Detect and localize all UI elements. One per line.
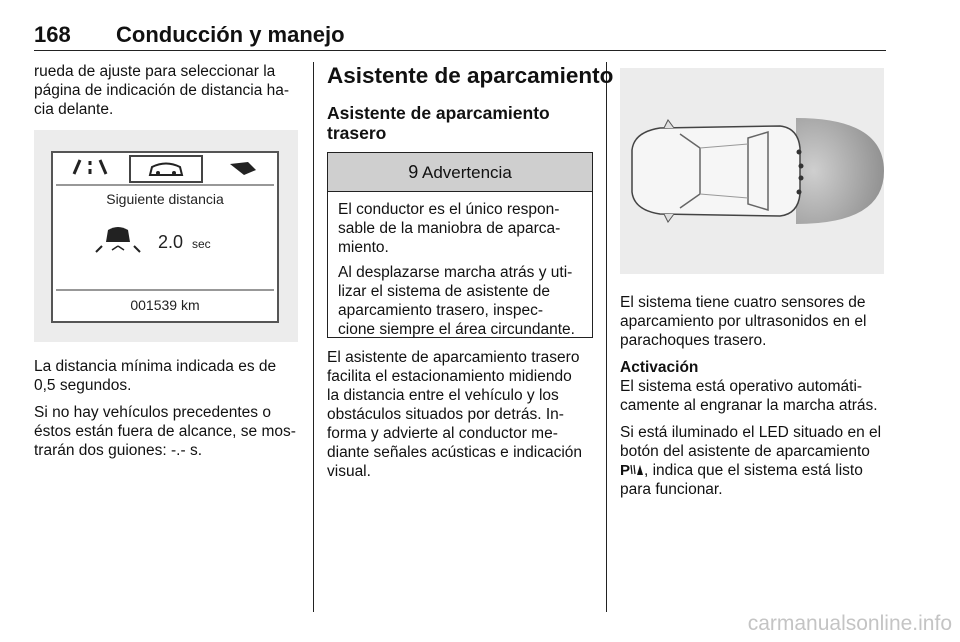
running-title: Conducción y manejo xyxy=(116,22,345,47)
car-top-view-figure xyxy=(620,68,884,274)
rear-sensor-illustration xyxy=(620,68,884,274)
warning-triangle-icon: 9 xyxy=(408,162,419,182)
activation-heading: Activación xyxy=(620,359,699,376)
warning-body xyxy=(328,192,592,339)
column-1 xyxy=(34,62,302,127)
car-top-view-icon xyxy=(632,120,800,222)
instrument-display-illustration xyxy=(34,130,298,342)
intro-paragraph: rueda de ajuste para seleccionar la página de indicación de distancia ha- cia delante. xyxy=(34,63,290,118)
parking-assist-icon xyxy=(620,462,644,477)
page-header xyxy=(34,22,886,51)
instrument-display-figure xyxy=(34,130,298,342)
parking-assist-description: El asistente de aparcamiento trasero facilita el estacionamiento midiendo la distancia entre el vehículo y los obstáculos situados por detrás. In- forma y advierte al conductor me- diante señales acústicas e indicación visual. xyxy=(327,349,583,480)
no-vehicle-paragraph: Si no hay vehículos precedentes o éstos están fuera de alcance, se mos- trarán dos guiones: -.- s. xyxy=(34,404,296,459)
svg-text:P: P xyxy=(620,462,631,477)
sensor-detection-zone xyxy=(796,118,884,224)
selected-car-tab xyxy=(130,156,202,182)
column-2-body xyxy=(327,348,595,489)
led-paragraph-end: , indica que el sistema está listo para funcionar. xyxy=(620,462,863,498)
distance-value: 2.0 xyxy=(158,232,184,252)
distance-unit: sec xyxy=(192,237,211,251)
odometer-reading: 001539 km xyxy=(130,297,200,313)
section-heading: Asistente de aparcamiento xyxy=(327,63,614,88)
section-subheading: Asistente de aparcamiento trasero xyxy=(327,103,550,143)
column-3-body xyxy=(620,293,888,507)
display-label: Siguiente distancia xyxy=(106,191,224,207)
sensors-paragraph: El sistema tiene cuatro sensores de aparcamiento por ultrasonidos en el parachoques trasero. xyxy=(620,294,867,349)
column-divider-left xyxy=(313,62,314,612)
led-paragraph xyxy=(620,423,888,499)
warning-box xyxy=(327,152,593,338)
minimum-distance-paragraph: La distancia mínima indicada es de 0,5 segundos. xyxy=(34,358,277,394)
warning-title: Advertencia xyxy=(422,163,512,182)
column-1-lower xyxy=(34,357,302,468)
warning-paragraph-1: El conductor es el único respon- sable de la maniobra de aparca- miento. xyxy=(338,201,561,256)
warning-paragraph-2: Al desplazarse marcha atrás y uti- lizar el sistema de asistente de aparcamiento trasero, inspec- cione siempre el área circundante. xyxy=(338,264,575,338)
led-paragraph-start: Si está iluminado el LED situado en el botón del asistente de aparcamiento xyxy=(620,424,882,460)
page-number: 168 xyxy=(34,22,71,47)
watermark-text: carmanualsonline.info xyxy=(747,612,952,635)
column-divider-right xyxy=(606,62,607,612)
warning-header xyxy=(328,153,592,192)
activation-paragraph: El sistema está operativo automáti- camente al engranar la marcha atrás. xyxy=(620,378,878,414)
